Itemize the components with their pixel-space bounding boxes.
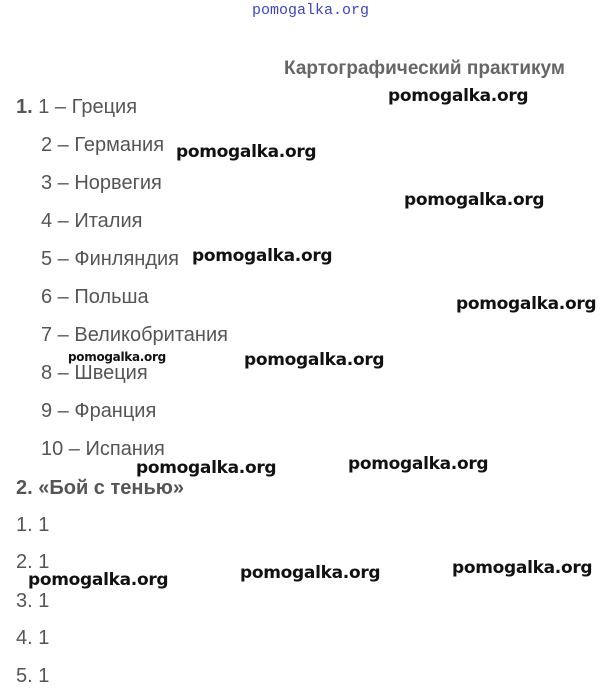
list-item: 5. 1 [16, 665, 50, 687]
list-item: 2 – Германия [41, 134, 165, 156]
list-item: 8 – Швеция [41, 362, 148, 384]
list-item: 6 – Польша [41, 286, 149, 308]
list-item: 2. 1 [16, 551, 50, 573]
list-item: 3 – Норвегия [41, 172, 162, 194]
list-item-text: 1 – Греция [38, 96, 138, 118]
section-2-heading: 2. «Бой с тенью» [16, 477, 184, 499]
watermark: pomogalka.org [136, 458, 277, 478]
list-item: 4. 1 [16, 627, 50, 649]
watermark: pomogalka.org [348, 454, 489, 474]
watermark: pomogalka.org [452, 558, 593, 578]
watermark: pomogalka.org [244, 350, 385, 370]
watermark: pomogalka.org [388, 86, 529, 106]
watermark-top: pomogalka.org [252, 2, 370, 19]
watermark: pomogalka.org [68, 350, 166, 364]
list-item: 10 – Испания [41, 438, 165, 460]
list-item: 7 – Великобритания [41, 324, 228, 346]
watermark: pomogalka.org [28, 570, 169, 590]
list-item: 5 – Финляндия [41, 248, 179, 270]
list-item: 9 – Франция [41, 400, 157, 422]
list-item: 1. 1 [16, 514, 50, 536]
watermark: pomogalka.org [176, 142, 317, 162]
list-item [16, 96, 137, 119]
watermark: pomogalka.org [240, 563, 381, 583]
page-title: Картографический практикум [284, 58, 565, 79]
section-1-number: 1. [16, 96, 33, 118]
list-item: 4 – Италия [41, 210, 143, 232]
watermark: pomogalka.org [192, 246, 333, 266]
list-item: 3. 1 [16, 590, 50, 612]
watermark: pomogalka.org [404, 190, 545, 210]
watermark: pomogalka.org [456, 294, 597, 314]
